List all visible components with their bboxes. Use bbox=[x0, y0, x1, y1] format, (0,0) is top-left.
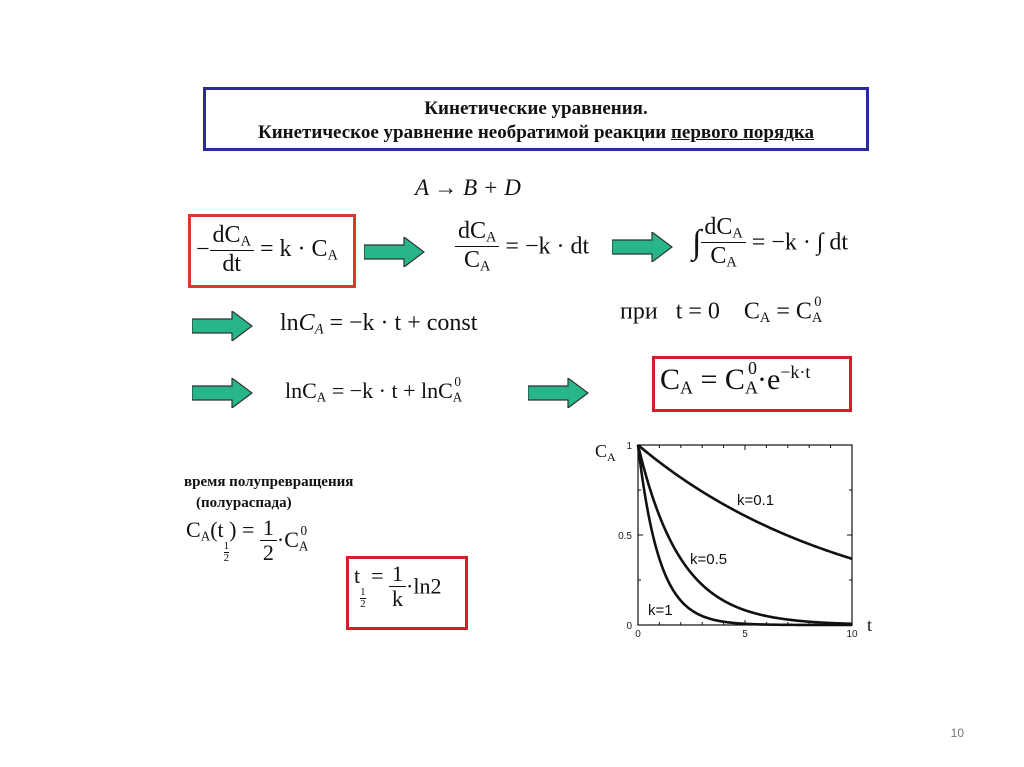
title-underlined: первого порядка bbox=[670, 122, 815, 143]
int-den: $C_A$ bbox=[710, 243, 737, 272]
chart-frame bbox=[638, 445, 852, 625]
sep-num: $dC_A$ bbox=[455, 218, 499, 247]
chart-xlabel: t bbox=[867, 615, 873, 635]
x-tick-label: 5 bbox=[742, 629, 748, 640]
arrow-right-icon bbox=[528, 378, 590, 408]
rate-num: $dC_A$ bbox=[210, 222, 254, 251]
ln-solution-equation: lnC$_A$ = −k · t + lnC$_A^0$ bbox=[285, 374, 463, 405]
series-label: k=0.5 bbox=[690, 551, 728, 568]
arrow-right-icon bbox=[612, 232, 674, 262]
ln-sol-rhs: = −k · t + lnC bbox=[331, 378, 453, 403]
decay-chart bbox=[585, 435, 895, 650]
title-box bbox=[203, 87, 869, 151]
half-eq-rhs: ·C bbox=[276, 527, 299, 553]
half-time-rhs: ·ln2 bbox=[406, 573, 442, 599]
arrow-right-icon bbox=[364, 237, 426, 267]
rate-den: dt bbox=[222, 251, 242, 278]
arrow-right-icon bbox=[192, 311, 254, 341]
x-tick-label: 10 bbox=[846, 629, 858, 640]
series-line-k-1 bbox=[638, 445, 852, 625]
exponential-solution: $C_A = C_A^0\cdot e^{-k\cdot t}$ bbox=[660, 358, 811, 398]
pri-label: при bbox=[620, 298, 658, 325]
half-life-time: t $\frac{1}{2}$ = $\frac{1}{k}$ ·ln2 bbox=[354, 561, 442, 612]
t-zero: t = 0 bbox=[675, 298, 720, 325]
rate-rhs: = k · C bbox=[259, 235, 328, 262]
title-line-2 bbox=[206, 122, 866, 144]
ln-const-equation: lnC$_A$ = −k · t + const bbox=[280, 310, 478, 338]
y-tick-label: 0.5 bbox=[618, 531, 632, 542]
half-life-equation: $C_A(t$ $\frac{1}{2}$ ) = $\frac{1}{2}$ $\cdot C_A^0$ bbox=[186, 515, 309, 566]
half-life-label-1: время полупревращения bbox=[184, 474, 354, 490]
sep-rhs: = −k · dt bbox=[505, 233, 590, 260]
series-label: k=0.1 bbox=[737, 492, 775, 509]
integral-equation: ∫ $\frac{dC_A}{C_A}$ = −k · ∫ dt bbox=[692, 214, 849, 272]
ln-const-rhs: = −k · t + const bbox=[329, 310, 478, 336]
title-line-1: Кинетические уравнения. bbox=[424, 98, 648, 119]
sep-den: $C_A$ bbox=[464, 247, 491, 276]
chart-ylabel: $C_A$ bbox=[595, 441, 616, 464]
series-label: k=1 bbox=[648, 602, 673, 619]
rate-equation: − $\frac{dC_A}{dt}$ = $k \cdot C_A$ bbox=[196, 222, 338, 278]
int-rhs: = −k · ∫ dt bbox=[751, 229, 849, 256]
initial-condition: при t = 0 $C_A = C_A^0$ bbox=[620, 294, 823, 327]
y-tick-label: 1 bbox=[626, 441, 632, 452]
series-line-k-0-5 bbox=[638, 445, 852, 624]
x-tick-label: 0 bbox=[635, 629, 641, 640]
int-num: $dC_A$ bbox=[701, 214, 745, 243]
separated-equation bbox=[455, 218, 589, 276]
arrow-right-icon bbox=[192, 378, 254, 408]
half-life-label-2: (полураспада) bbox=[196, 495, 292, 511]
chart-lines bbox=[638, 445, 852, 625]
title-line-2-text: Кинетическое уравнение необратимой реакции bbox=[257, 122, 671, 143]
y-tick-label: 0 bbox=[626, 621, 632, 632]
reaction-equation: A → B + D bbox=[415, 175, 521, 200]
page-number: 10 bbox=[950, 726, 964, 740]
